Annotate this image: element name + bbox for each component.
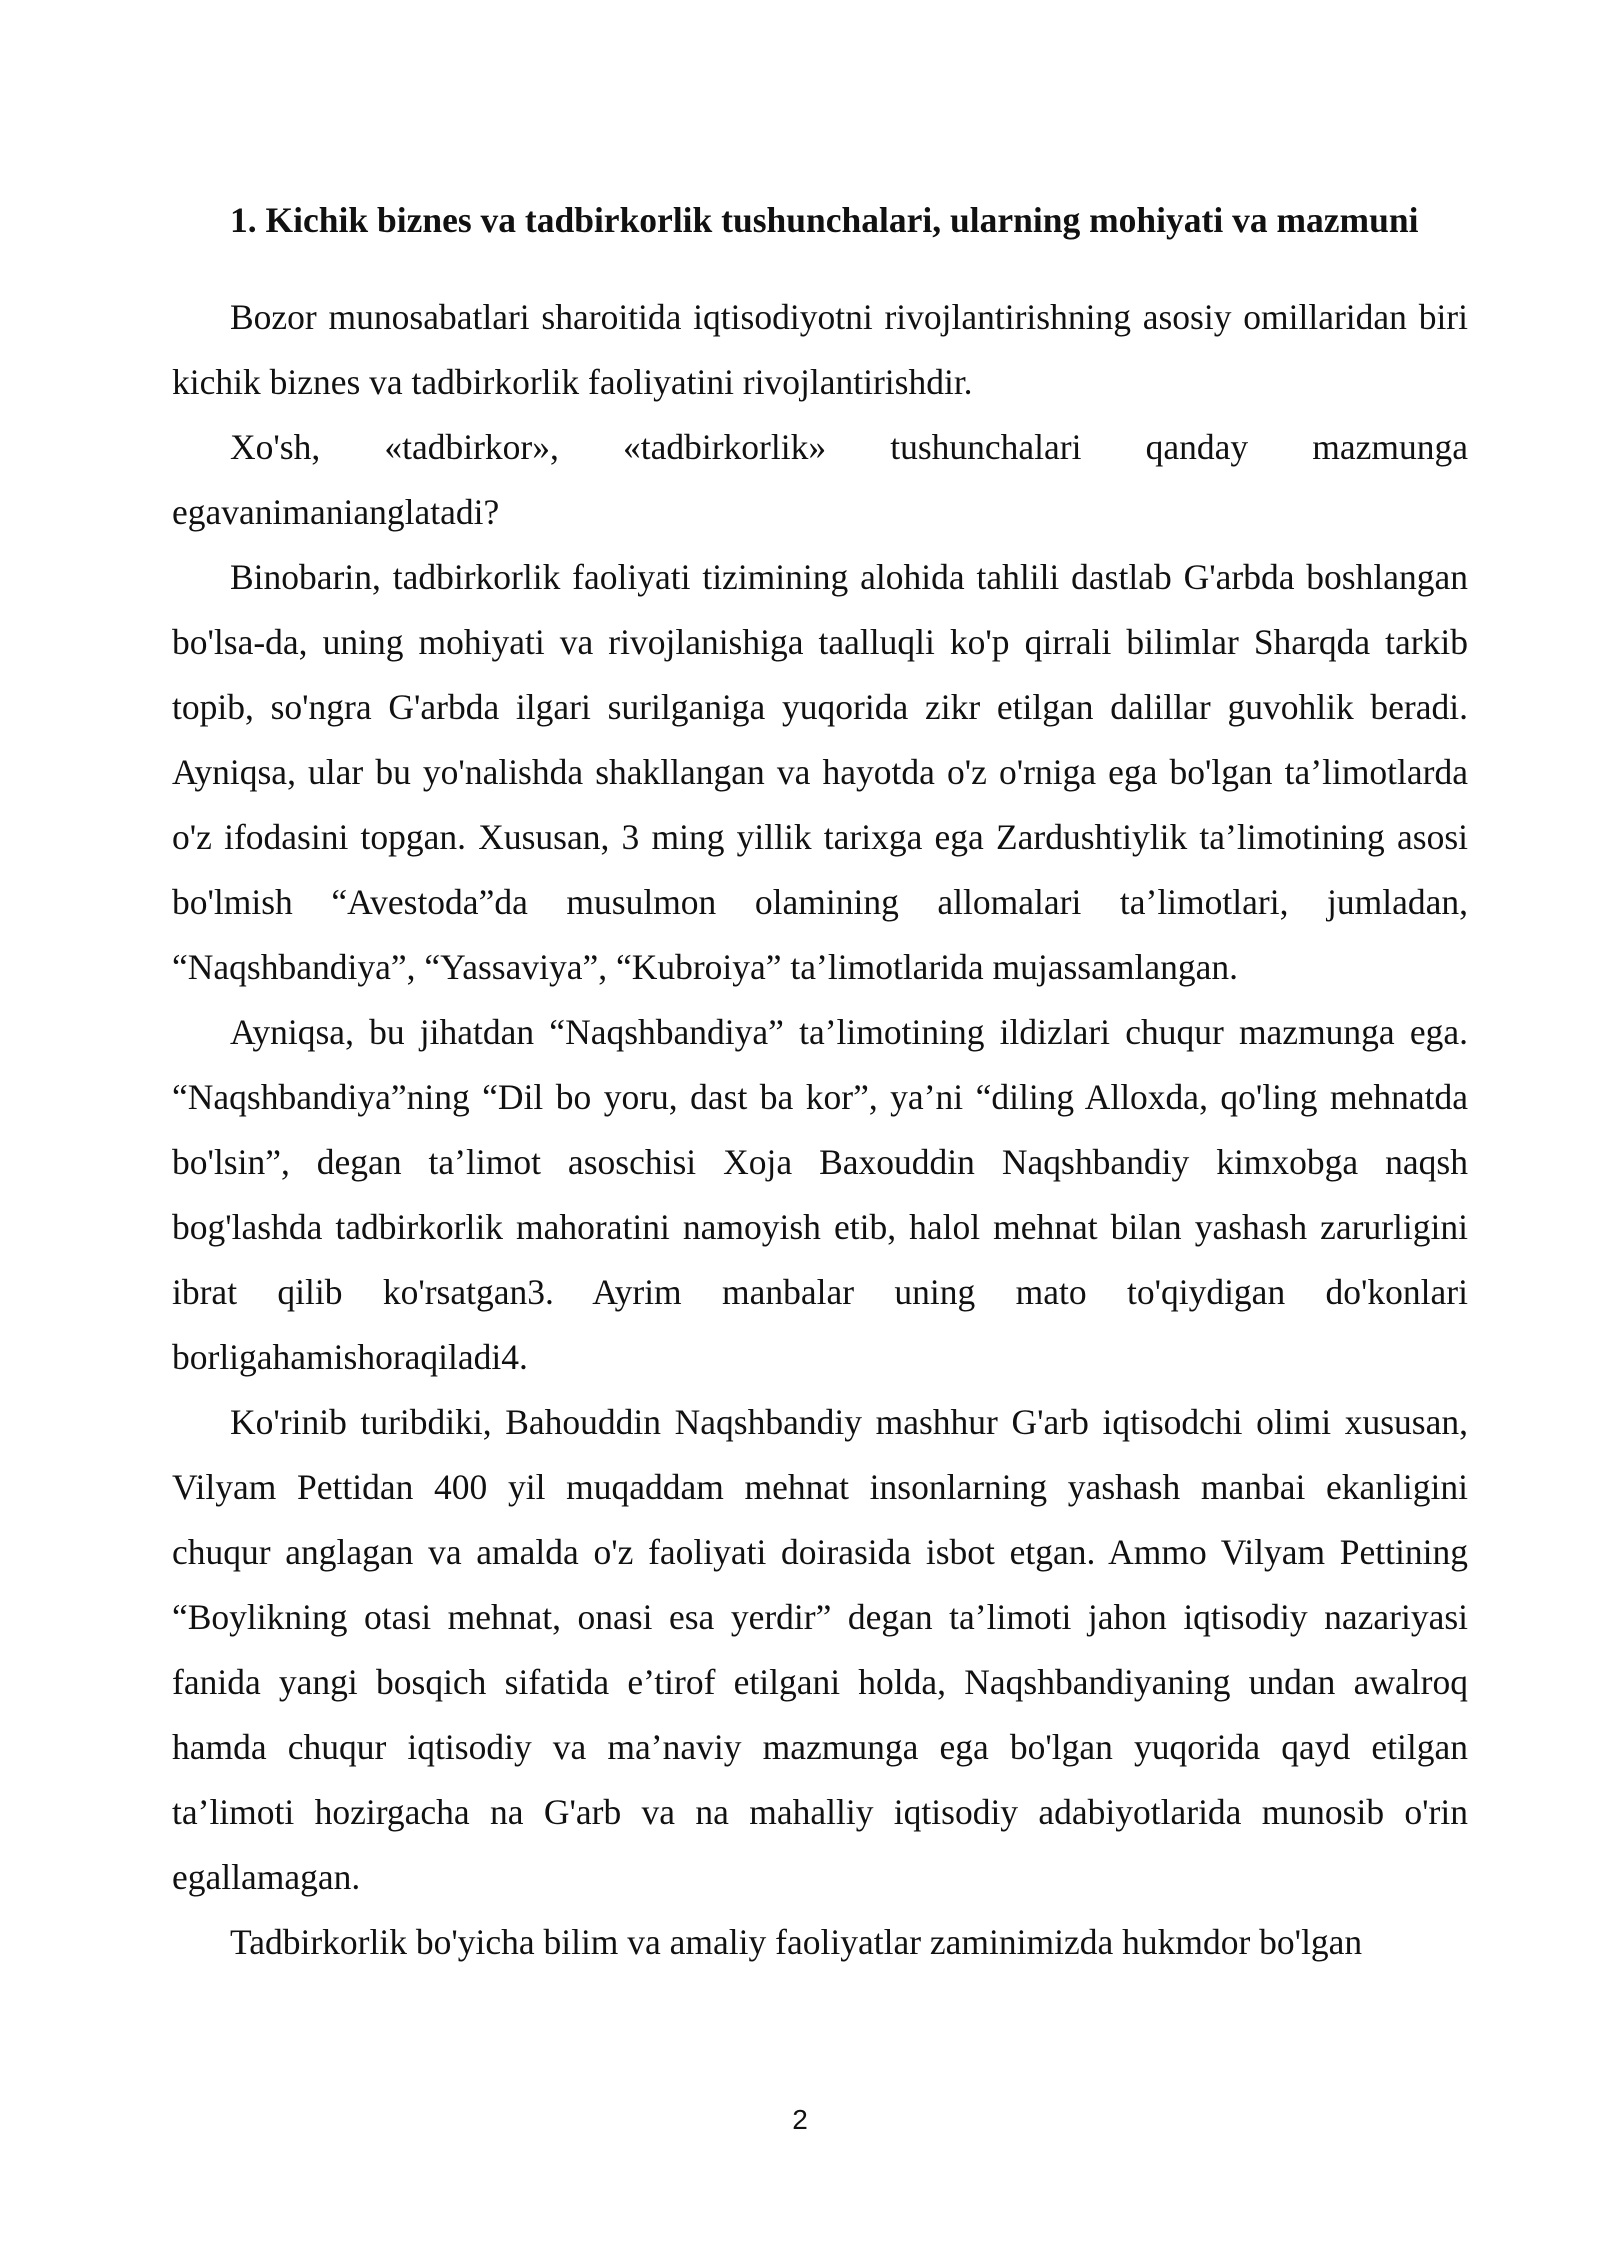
paragraph-5: Ko'rinib turibdiki, Bahouddin Naqshbandiy mashhur G'arb iqtisodchi olimi xususan, Vilyam Pettidan 400 yil muqaddam mehnat insonlarning yashash manbai ekanligini chuqur anglagan va amalda o'z faoliyati doirasida isbot etgan. Ammo Vilyam Pettining “Boylikning otasi mehnat, onasi esa yerdir” degan ta’limoti jahon iqtisodiy nazariyasi fanida yangi bosqich sifatida e’tirof etilgani holda, Naqshbandiyaning undan awalroq hamda chuqur iqtisodiy va ma’naviy mazmunga ega bo'lgan yuqorida qayd etilgan ta’limoti hozirgacha na G'arb va na mahalliy iqtisodiy adabiyotlarida munosib o'rin egallamagan. [172, 1402, 1468, 1897]
page-number: 2 [792, 2104, 808, 2135]
section-heading: 1. Kichik biznes va tadbirkorlik tushunchalari, ularning mohiyati va mazmuni [230, 200, 1419, 240]
paragraph-4: Ayniqsa, bu jihatdan “Naqshbandiya” ta’limotining ildizlari chuqur mazmunga ega. “Naqshbandiya”ning “Dil bo yoru, dast ba kor”, ya’ni “diling Alloxda, qo'ling mehnatda bo'lsin”, degan ta’limot asoschisi Xoja Baxouddin Naqshbandiy kimxobga naqsh bog'lashda tadbirkorlik mahoratini namoyish etib, halol mehnat bilan yashash zarurligini ibrat qilib ko'rsatgan3. Ayrim manbalar uning mato to'qiydigan do'konlari borligahamishoraqiladi4. [172, 1012, 1468, 1377]
paragraph-6: Tadbirkorlik bo'yicha bilim va amaliy faoliyatlar zaminimizda hukmdor bo'lgan [230, 1922, 1363, 1962]
document-body [172, 188, 1468, 1975]
paragraph-1: Bozor munosabatlari sharoitida iqtisodiyotni rivojlantirishning asosiy omillaridan biri kichik biznes va tadbirkorlik faoliyatini rivojlantirishdir. [172, 297, 1468, 402]
paragraph-2: Xo'sh, «tadbirkor», «tadbirkorlik» tushunchalari qanday mazmunga egavanimanianglatadi? [172, 427, 1468, 532]
paragraph-3: Binobarin, tadbirkorlik faoliyati tizimining alohida tahlili dastlab G'arbda boshlangan bo'lsa-da, uning mohiyati va rivojlanishiga taalluqli ko'p qirrali bilimlar Sharqda tarkib topib, so'ngra G'arbda ilgari surilganiga yuqorida zikr etilgan dalillar guvohlik beradi. Ayniqsa, ular bu yo'nalishda shakllangan va hayotda o'z o'rniga ega bo'lgan ta’limotlarda o'z ifodasini topgan. Xususan, 3 ming yillik tarixga ega Zardushtiylik ta’limotining asosi bo'lmish “Avestoda”da musulmon olamining allomalari ta’limotlari, jumladan, “Naqshbandiya”, “Yassaviya”, “Kubroiya” ta’limotlarida mujassamlangan. [172, 557, 1468, 987]
